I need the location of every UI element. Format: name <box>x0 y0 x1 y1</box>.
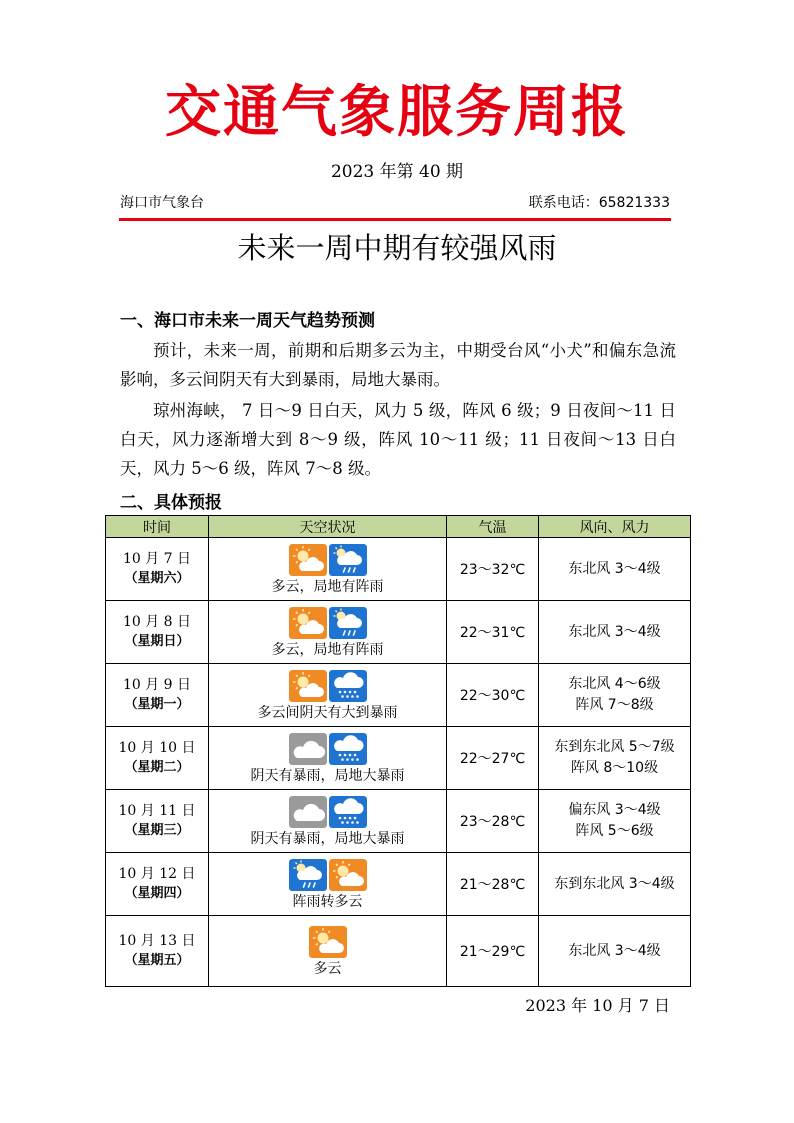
weather-icons <box>209 796 446 830</box>
shower-icon <box>329 607 367 641</box>
col-header-temp: 气温 <box>447 516 539 538</box>
gust-text: 阵风 8～10级 <box>570 760 659 776</box>
sky-cell <box>209 916 447 987</box>
header-divider <box>119 218 671 221</box>
weekday-text: （星期三） <box>124 823 190 838</box>
weather-icons <box>209 859 446 893</box>
wind-text: 偏东风 3～4级 <box>568 802 661 818</box>
rainstorm-icon <box>329 796 367 830</box>
report-title: 交通气象服务周报 <box>165 80 629 145</box>
forecast-table <box>105 515 691 987</box>
section-forecast-heading: 二、具体预报 <box>120 493 222 513</box>
gust-text: 阵风 5～6级 <box>575 823 654 839</box>
date-cell <box>106 727 209 790</box>
col-header-time: 时间 <box>106 516 209 538</box>
wind-text: 东北风 3～4级 <box>568 623 661 640</box>
date-cell <box>106 538 209 601</box>
date-text: 10 月 13 日 <box>118 933 196 949</box>
temp-cell <box>447 601 539 664</box>
condition-text: 多云间阴天有大到暴雨 <box>257 705 398 721</box>
weather-icons <box>209 544 446 578</box>
rainstorm-icon <box>329 733 367 767</box>
issue-number: 2023 年第 40 期 <box>330 162 464 182</box>
rainstorm-icon <box>329 670 367 704</box>
condition-text: 多云，局地有阵雨 <box>271 579 384 595</box>
sky-cell <box>209 790 447 853</box>
overcast-icon <box>289 796 327 830</box>
date-text: 10 月 11 日 <box>118 803 196 819</box>
wind-text: 东到东北风 5～7级 <box>554 739 675 755</box>
table-row <box>106 538 691 601</box>
temp-cell <box>447 916 539 987</box>
issue-date: 2023 年 10 月 7 日 <box>525 996 670 1015</box>
wind-cell <box>539 727 691 790</box>
temp-text: 22～30℃ <box>459 688 526 704</box>
weather-icons <box>209 670 446 704</box>
date-cell <box>106 664 209 727</box>
wind-text: 东北风 3～4级 <box>568 560 661 577</box>
temp-cell <box>447 664 539 727</box>
gust-text: 阵风 7～8级 <box>575 697 654 713</box>
partly-cloudy-icon <box>289 670 327 704</box>
partly-cloudy-icon <box>309 926 347 960</box>
wind-cell <box>539 790 691 853</box>
partly-cloudy-icon <box>289 607 327 641</box>
partly-cloudy-icon <box>289 544 327 578</box>
date-text: 10 月 7 日 <box>122 551 192 567</box>
date-cell <box>106 916 209 987</box>
headline: 未来一周中期有较强风雨 <box>237 231 557 265</box>
weekday-text: （星期六） <box>124 571 190 586</box>
wind-cell <box>539 601 691 664</box>
temp-text: 21～29℃ <box>459 944 526 960</box>
shower-icon <box>329 544 367 578</box>
sky-cell <box>209 727 447 790</box>
weather-icons <box>209 733 446 767</box>
temp-text: 23～28℃ <box>459 814 526 830</box>
weather-icons <box>209 607 446 641</box>
weather-icons <box>209 926 446 960</box>
date-text: 10 月 9 日 <box>122 677 192 693</box>
strait-paragraph: 琼州海峡， 7 日～9 日白天，风力 5 级，阵风 6 级；9 日夜间～11 日白天，风力逐渐增大到 8～9 级，阵风 10～11 级；11 日夜间～13 日白天，风力 5～6 级，阵风 7～8 级。 <box>120 401 676 478</box>
date-text: 10 月 8 日 <box>122 614 192 630</box>
wind-text: 东到东北风 3～4级 <box>554 875 675 892</box>
col-header-wind: 风向、风力 <box>539 516 691 538</box>
wind-cell <box>539 664 691 727</box>
temp-text: 21～28℃ <box>459 877 526 893</box>
condition-text: 多云，局地有阵雨 <box>271 642 384 658</box>
condition-text: 阵雨转多云 <box>292 894 363 910</box>
date-cell <box>106 601 209 664</box>
date-cell <box>106 790 209 853</box>
table-row <box>106 664 691 727</box>
temp-cell <box>447 790 539 853</box>
organization-name: 海口市气象台 <box>120 195 204 211</box>
condition-text: 阴天有暴雨，局地大暴雨 <box>250 768 405 784</box>
temp-text: 23～32℃ <box>459 562 526 578</box>
shower-icon <box>289 859 327 893</box>
date-text: 10 月 10 日 <box>118 740 196 756</box>
contact-phone: 联系电话：65821333 <box>528 195 670 211</box>
table-row <box>106 601 691 664</box>
condition-text: 多云 <box>313 961 342 977</box>
temp-cell <box>447 853 539 916</box>
temp-text: 22～31℃ <box>459 625 526 641</box>
date-cell <box>106 853 209 916</box>
weekday-text: （星期二） <box>124 760 190 775</box>
wind-cell <box>539 853 691 916</box>
table-header-row <box>106 516 691 538</box>
sky-cell <box>209 664 447 727</box>
weekday-text: （星期四） <box>124 886 190 901</box>
wind-cell <box>539 916 691 987</box>
table-row <box>106 916 691 987</box>
wind-cell <box>539 538 691 601</box>
condition-text: 阴天有暴雨，局地大暴雨 <box>250 831 405 847</box>
col-header-sky: 天空状况 <box>209 516 447 538</box>
temp-cell <box>447 727 539 790</box>
temp-cell <box>447 538 539 601</box>
sky-cell <box>209 538 447 601</box>
table-row <box>106 853 691 916</box>
partly-cloudy-icon <box>329 859 367 893</box>
sky-cell <box>209 601 447 664</box>
weekday-text: （星期五） <box>124 953 190 968</box>
wind-text: 东北风 3～4级 <box>568 942 661 959</box>
table-row <box>106 790 691 853</box>
trend-paragraph: 预计，未来一周，前期和后期多云为主，中期受台风“小犬”和偏东急流影响，多云间阴天有大到暴雨，局地大暴雨。 <box>120 341 676 389</box>
wind-text: 东北风 4～6级 <box>568 676 661 692</box>
weekday-text: （星期日） <box>124 634 190 649</box>
weekday-text: （星期一） <box>124 697 190 712</box>
section-trend-heading: 一、海口市未来一周天气趋势预测 <box>120 311 375 331</box>
sky-cell <box>209 853 447 916</box>
overcast-icon <box>289 733 327 767</box>
date-text: 10 月 12 日 <box>118 866 196 882</box>
table-row <box>106 727 691 790</box>
temp-text: 22～27℃ <box>459 751 526 767</box>
